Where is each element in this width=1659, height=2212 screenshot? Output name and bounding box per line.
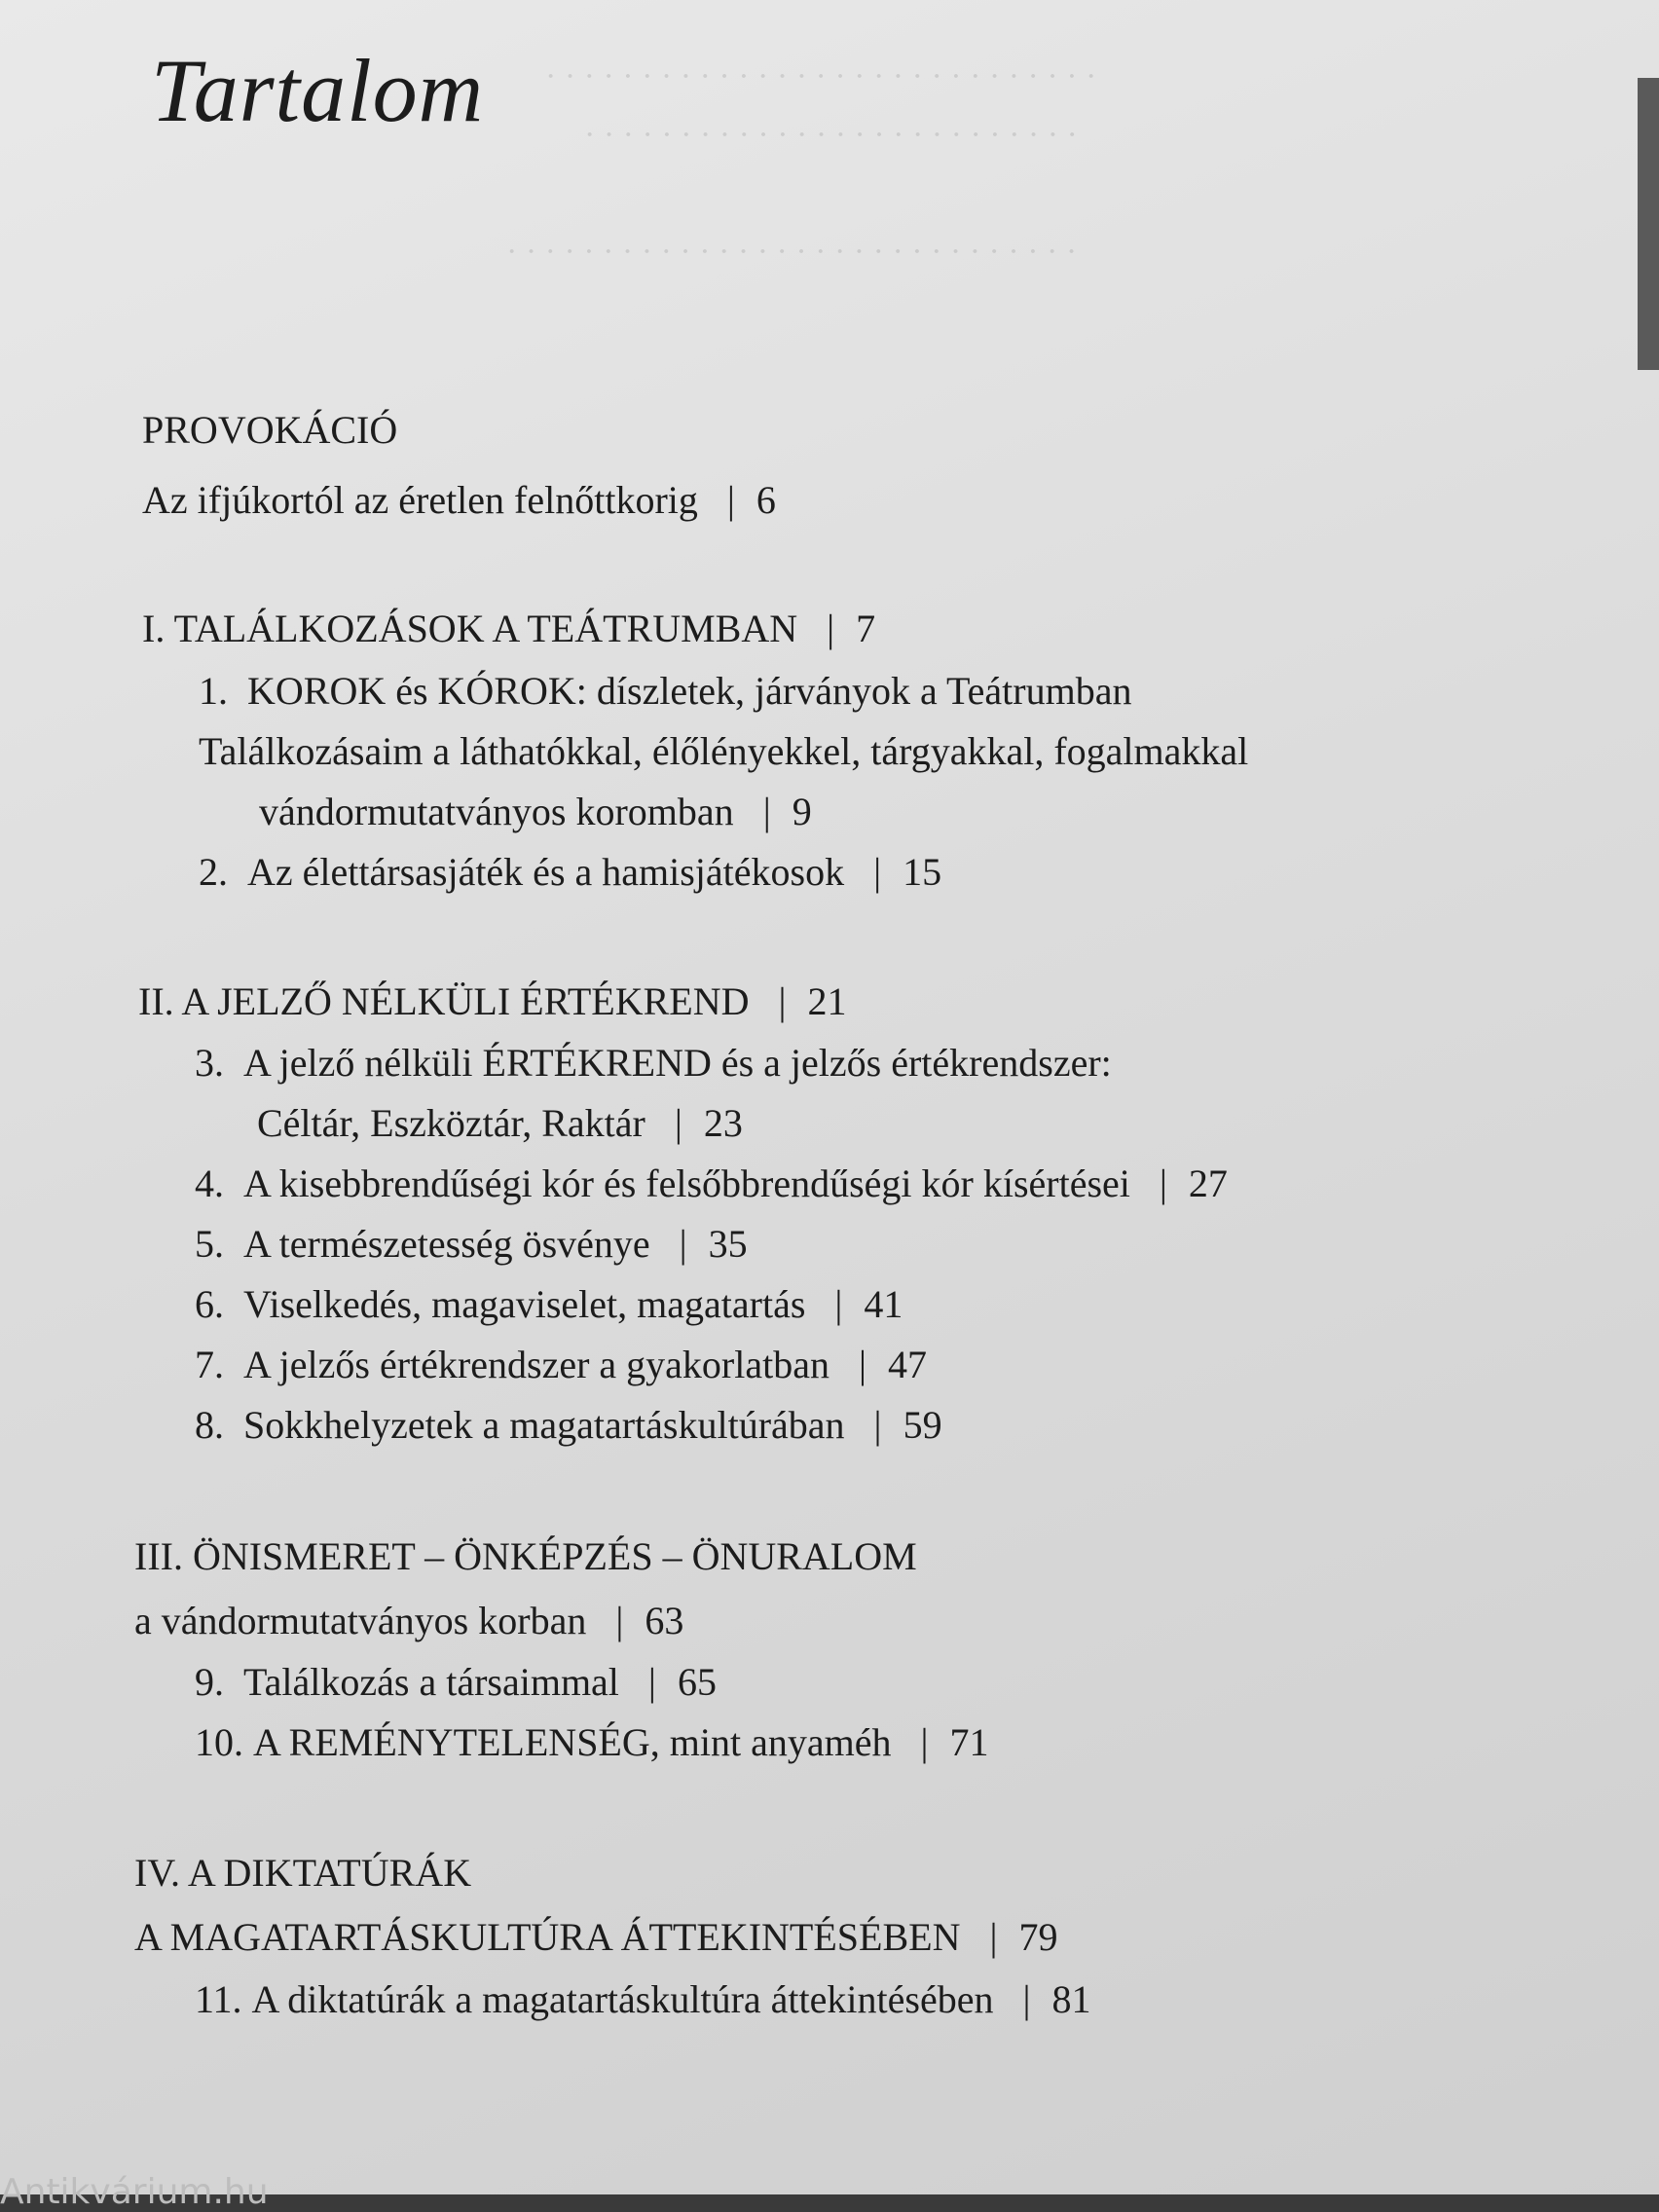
toc-entry-2 [199, 849, 941, 895]
toc-text: A kisebbrendűségi kór és felsőbbrendűségi kór kísértései [243, 1161, 1130, 1205]
section-title: III. ÖNISMERET – ÖNKÉPZÉS – ÖNURALOM [134, 1534, 917, 1578]
toc-entry-8 [195, 1402, 942, 1448]
page-number: 71 [949, 1720, 989, 1764]
page-number: 41 [864, 1282, 903, 1326]
page-number: 6 [756, 478, 776, 522]
toc-entry-6 [195, 1281, 903, 1327]
toc-text: Találkozás a társaimmal [243, 1660, 619, 1704]
page-number: 7 [856, 607, 876, 650]
divider: | [827, 607, 835, 650]
page-number: 59 [903, 1403, 942, 1447]
toc-text: Találkozásaim a láthatókkal, élőlényekkel, tárgyakkal, fogalmakkal [199, 729, 1249, 773]
toc-entry-7 [195, 1342, 927, 1387]
toc-entry-3 [195, 1040, 1112, 1086]
divider: | [873, 1403, 882, 1447]
divider: | [778, 979, 787, 1023]
page-edge-shadow [1638, 78, 1659, 370]
section-heading-4 [134, 1850, 471, 1896]
toc-text: Sokkhelyzetek a magatartáskultúrában [243, 1403, 845, 1447]
toc-entry-10 [195, 1719, 988, 1765]
divider: | [858, 1343, 866, 1386]
divider: | [1022, 1977, 1031, 2021]
divider: | [920, 1720, 929, 1764]
page-number: 9 [792, 790, 812, 833]
divider: | [762, 790, 771, 833]
entry-number: 11. [195, 1977, 242, 2021]
section-subtitle: a vándormutatványos korban [134, 1599, 587, 1642]
toc-text: A diktatúrák a magatartáskultúra áttekintésében [251, 1977, 994, 2021]
toc-entry-5 [195, 1221, 748, 1267]
bleed-through: · · · · · · · · · · · · · · · · · · · · · · · · · · · · · [545, 58, 1097, 94]
divider: | [679, 1222, 687, 1266]
entry-number: 6. [195, 1282, 224, 1326]
page-number: 63 [645, 1599, 684, 1642]
toc-text: Viselkedés, magaviselet, magatartás [243, 1282, 806, 1326]
toc-entry-11 [195, 1976, 1090, 2022]
toc-entry-provokacio [142, 477, 776, 523]
divider: | [647, 1660, 656, 1704]
entry-number: 1. [199, 669, 228, 713]
section-heading-4-line2 [134, 1914, 1058, 1960]
toc-text: vándormutatványos koromban [259, 790, 734, 833]
page-number: 27 [1188, 1161, 1228, 1205]
toc-entry-3-line2 [257, 1100, 743, 1146]
entry-number: 2. [199, 850, 228, 894]
section-heading-provokacio: PROVOKÁCIÓ [142, 408, 398, 452]
toc-text: A REMÉNYTELENSÉG, mint anyaméh [253, 1720, 892, 1764]
entry-number: 10. [195, 1720, 243, 1764]
toc-entry-1-line2 [199, 728, 1248, 774]
divider: | [989, 1915, 998, 1959]
divider: | [674, 1101, 682, 1145]
toc-entry-9 [195, 1659, 717, 1705]
page-number: 81 [1051, 1977, 1091, 2021]
bleed-through: · · · · · · · · · · · · · · · · · · · · · · · · · · [584, 117, 1078, 153]
page-number: 35 [708, 1222, 748, 1266]
section-title: II. A JELZŐ NÉLKÜLI ÉRTÉKREND [138, 979, 750, 1023]
entry-number: 3. [195, 1041, 224, 1085]
entry-number: 8. [195, 1403, 224, 1447]
page-number: 15 [903, 850, 942, 894]
toc-text: KOROK és KÓROK: díszletek, járványok a Teátrumban [247, 669, 1132, 713]
entry-number: 7. [195, 1343, 224, 1386]
divider: | [834, 1282, 843, 1326]
section-heading-2 [138, 978, 847, 1024]
page-title: Tartalom [151, 41, 485, 140]
section-title: IV. A DIKTATÚRÁK [134, 1851, 472, 1895]
page-number: 79 [1018, 1915, 1058, 1959]
section-heading-1 [142, 606, 875, 651]
page-number: 47 [887, 1343, 927, 1386]
bleed-through: · · · · · · · · · · · · · · · · · · · · · · · · · · · · · · [506, 234, 1078, 270]
toc-entry-1 [199, 668, 1131, 714]
divider: | [873, 850, 882, 894]
entry-number: 9. [195, 1660, 224, 1704]
page-number: 23 [703, 1101, 743, 1145]
divider: | [615, 1599, 624, 1642]
toc-text: A jelző nélküli ÉRTÉKREND és a jelzős értékrendszer: [243, 1041, 1112, 1085]
toc-text: Céltár, Eszköztár, Raktár [257, 1101, 645, 1145]
toc-text: A természetesség ösvénye [243, 1222, 650, 1266]
entry-number: 5. [195, 1222, 224, 1266]
toc-entry-4 [195, 1161, 1228, 1206]
section-heading-3 [134, 1533, 917, 1579]
toc-text: A jelzős értékrendszer a gyakorlatban [243, 1343, 830, 1386]
entry-number: 4. [195, 1161, 224, 1205]
toc-entry-1-line3 [259, 789, 812, 834]
watermark: Antikvárium.hu [0, 2172, 269, 2212]
toc-text: Az élettársasjáték és a hamisjátékosok [247, 850, 845, 894]
page-number: 21 [807, 979, 847, 1023]
toc-text: Az ifjúkortól az éretlen felnőttkorig [142, 478, 698, 522]
page-number: 65 [677, 1660, 717, 1704]
section-heading-3-line2 [134, 1598, 683, 1643]
divider: | [1159, 1161, 1167, 1205]
section-title: I. TALÁLKOZÁSOK A TEÁTRUMBAN [142, 607, 798, 650]
section-subtitle: A MAGATARTÁSKULTÚRA ÁTTEKINTÉSÉBEN [134, 1915, 961, 1959]
divider: | [726, 478, 735, 522]
